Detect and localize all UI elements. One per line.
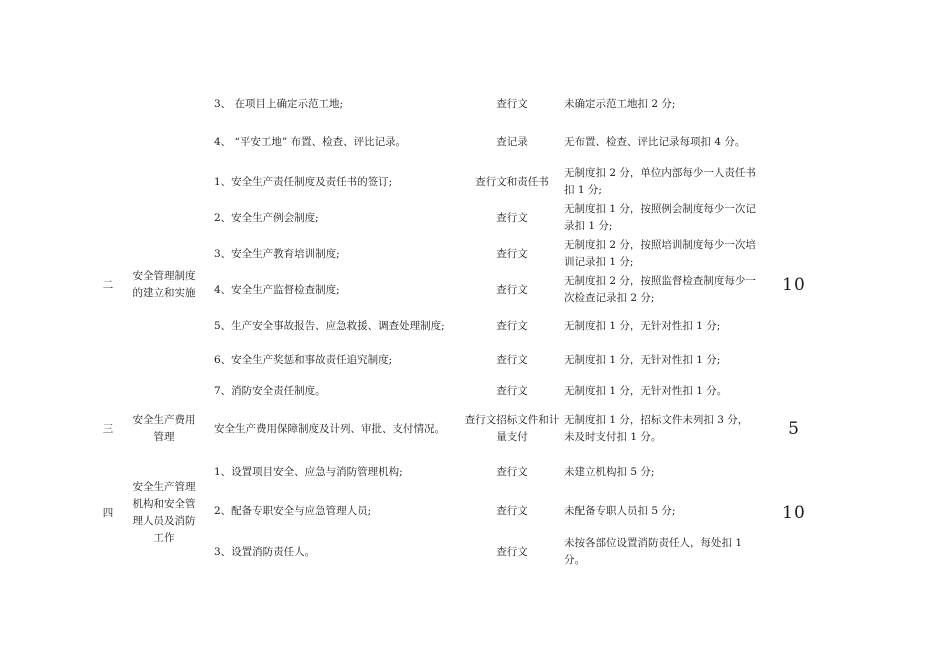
check-method: 查行文 xyxy=(496,465,528,478)
scoring-standard: 无制度扣 2 分，单位内部每少一人责任书扣 1 分; xyxy=(564,167,756,196)
item-content: 4、安全生产监督检查制度; xyxy=(214,283,340,296)
scoring-standard: 无制度扣 2 分，按照培训制度每少一次培训记录扣 1 分; xyxy=(564,239,756,268)
table-row xyxy=(88,120,828,164)
scoring-standard: 未确定示范工地扣 2 分; xyxy=(564,97,676,110)
item-content: 1、安全生产责任制度及责任书的签订; xyxy=(214,175,393,188)
check-method: 查行文招标文件和计量支付 xyxy=(464,414,560,443)
item-project: 安全管理制度的建立和实施 xyxy=(132,270,196,299)
check-method: 查行文和责任书 xyxy=(475,175,549,188)
scoring-standard: 无制度扣 1 分，无针对性扣 1 分; xyxy=(564,353,721,366)
item-content: 1、设置项目安全、应急与消防管理机构; xyxy=(214,465,403,478)
item-number: 四 xyxy=(102,506,114,519)
item-project xyxy=(128,88,200,120)
scoring-standard: 无布置、检查、评比记录每项扣 4 分。 xyxy=(564,135,746,148)
check-method: 查行文 xyxy=(496,247,528,260)
item-score: 10 xyxy=(782,502,806,523)
table-row xyxy=(88,164,828,200)
scoring-standard: 未建立机构扣 5 分; xyxy=(564,465,655,478)
check-method: 查行文 xyxy=(496,504,528,517)
item-project: 安全生产费用管理 xyxy=(132,414,196,443)
check-method: 查行文 xyxy=(496,384,528,397)
item-number: 二 xyxy=(102,278,114,291)
scoring-standard: 无制度扣 1 分，按照例会制度每少一次记录扣 1 分; xyxy=(564,203,756,232)
item-content: 2、安全生产例会制度; xyxy=(214,211,319,224)
item-score xyxy=(760,88,828,120)
scoring-standard: 无制度扣 2 分，按照监督检查制度每少一次检查记录扣 2 分; xyxy=(564,275,756,304)
item-content: 4、 “平安工地” 布置、检查、评比记录。 xyxy=(214,135,407,148)
table-row xyxy=(88,406,828,452)
evaluation-table xyxy=(88,88,828,574)
item-score: 5 xyxy=(788,418,800,439)
item-content: 6、安全生产奖惩和事故责任追究制度; xyxy=(214,353,393,366)
check-method: 查行文 xyxy=(496,97,528,110)
table-row xyxy=(88,88,828,120)
check-method: 查行文 xyxy=(496,545,528,558)
scoring-standard: 无制度扣 1 分，招标文件未列扣 3 分，未及时支付扣 1 分。 xyxy=(564,414,749,443)
check-method: 查行文 xyxy=(496,211,528,224)
table-row xyxy=(88,452,828,492)
check-method: 查行文 xyxy=(496,319,528,332)
item-score: 10 xyxy=(782,274,806,295)
item-content: 3、 在项目上确定示范工地; xyxy=(214,97,344,110)
item-content: 7、消防安全责任制度。 xyxy=(214,384,326,397)
check-method: 查行文 xyxy=(496,353,528,366)
item-content: 3、设置消防责任人。 xyxy=(214,545,316,558)
item-content: 5、生产安全事故报告、应急救援、调查处理制度; xyxy=(214,319,445,332)
item-number: 三 xyxy=(102,422,114,435)
item-content: 3、安全生产教育培训制度; xyxy=(214,247,340,260)
scoring-standard: 未按各部位设置消防责任人，每处扣 1 分。 xyxy=(564,537,743,566)
scoring-standard: 无制度扣 1 分，无针对性扣 1 分。 xyxy=(564,384,728,397)
check-method: 查记录 xyxy=(496,135,528,148)
scoring-standard: 未配备专职人员扣 5 分; xyxy=(564,504,676,517)
check-method: 查行文 xyxy=(496,283,528,296)
item-content: 2、配备专职安全与应急管理人员; xyxy=(214,504,372,517)
item-project: 安全生产管理机构和安全管理人员及消防工作 xyxy=(132,481,196,544)
item-content: 安全生产费用保障制度及计列、审批、支付情况。 xyxy=(214,422,445,435)
item-number xyxy=(88,88,128,120)
scoring-standard: 无制度扣 1 分，无针对性扣 1 分; xyxy=(564,319,721,332)
